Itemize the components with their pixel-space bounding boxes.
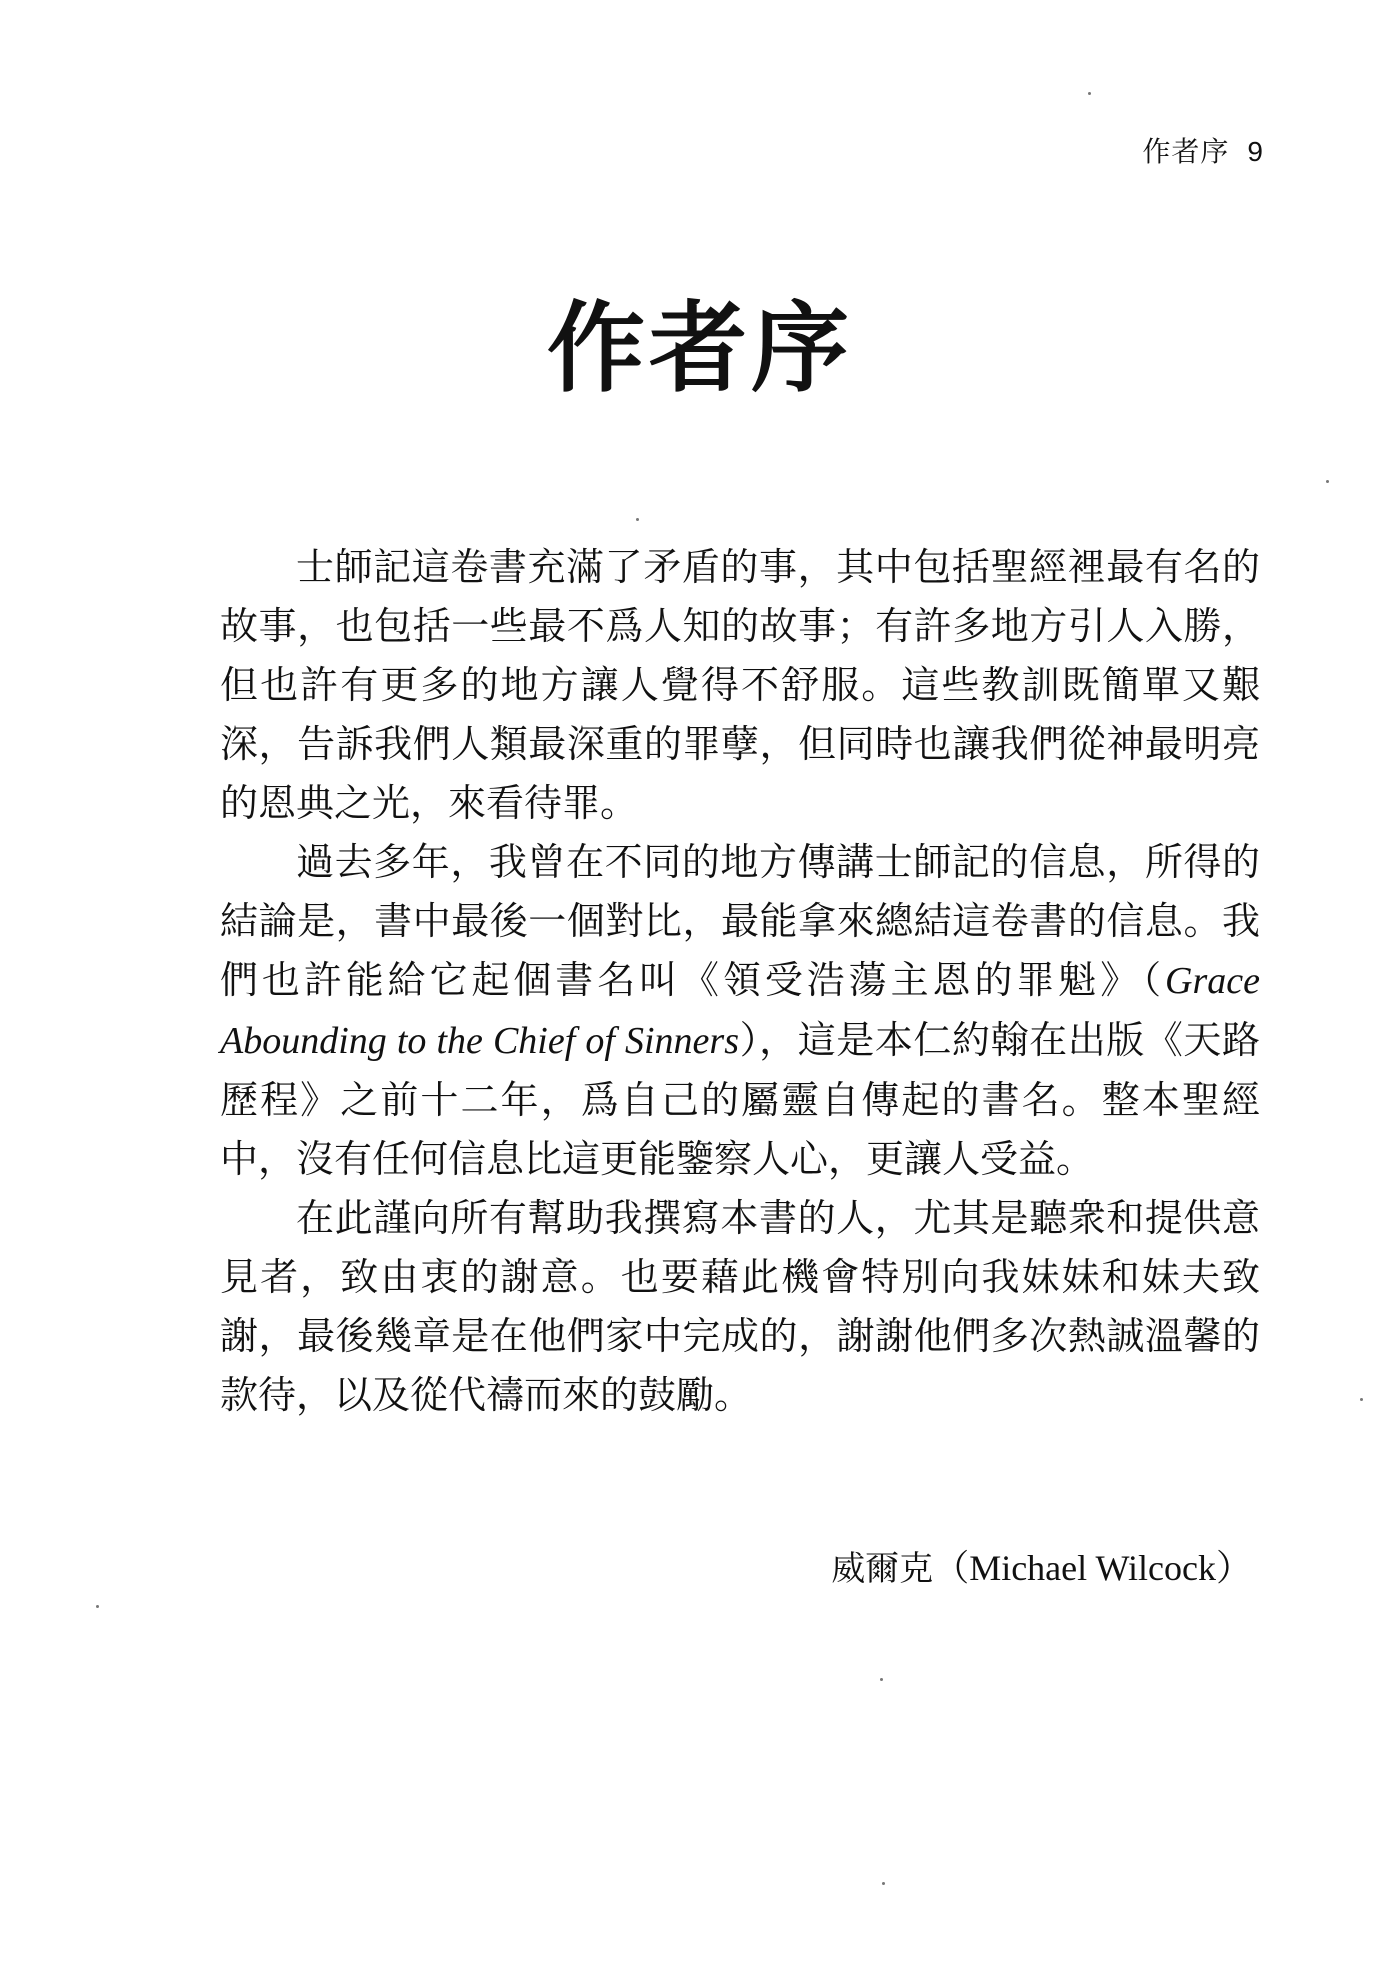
scan-speck [1326, 480, 1329, 483]
author-name-english: （Michael Wilcock） [933, 1548, 1252, 1588]
paragraph-3 [220, 1189, 1260, 1425]
paragraph-1 [220, 538, 1260, 833]
paragraph-2-text-before: 過去多年，我曾在不同的地方傳講士師記的信息，所得的結論是，書中最後一個對比，最能拿來總結這卷書的信息。我們也許能給它起個書名叫《領受浩蕩主恩的罪魁》（ [220, 840, 1260, 1002]
author-signature [831, 1540, 1252, 1591]
book-title-english: Grace Abounding to the Chief of Sinners [220, 960, 1260, 1062]
paragraph-2-text-after: ），這是本仁約翰在出版《天路歷程》之前十二年，爲自己的屬靈自傳起的書名。整本聖經中，沒有任何信息比這更能鑒察人心，更讓人受益。 [220, 1018, 1260, 1181]
scan-speck [636, 518, 639, 521]
scan-speck [1360, 1398, 1363, 1401]
paragraph-1-text: 士師記這卷書充滿了矛盾的事，其中包括聖經裡最有名的故事，也包括一些最不爲人知的故事；有許多地方引人入勝，但也許有更多的地方讓人覺得不舒服。這些教訓既簡單又艱深，告訴我們人類最深重的罪孽，但同時也讓我們從神最明亮的恩典之光，來看待罪。 [220, 545, 1260, 825]
paragraph-2 [220, 833, 1260, 1189]
scan-speck [882, 1882, 885, 1885]
page-number: 9 [1247, 136, 1264, 167]
scan-speck [96, 1605, 99, 1608]
author-name-chinese: 威爾克 [831, 1549, 934, 1589]
scan-speck [880, 1678, 883, 1681]
preface-body [220, 538, 1260, 1425]
running-header [1142, 130, 1264, 170]
header-section-title: 作者序 [1142, 135, 1230, 168]
page-title: 作者序 [546, 292, 853, 406]
paragraph-3-text: 在此謹向所有幫助我撰寫本書的人，尤其是聽衆和提供意見者，致由衷的謝意。也要藉此機會特別向我妹妹和妹夫致謝，最後幾章是在他們家中完成的，謝謝他們多次熱誠溫馨的款待，以及從代禱而來的鼓勵。 [220, 1196, 1260, 1417]
scan-speck [1088, 92, 1091, 95]
